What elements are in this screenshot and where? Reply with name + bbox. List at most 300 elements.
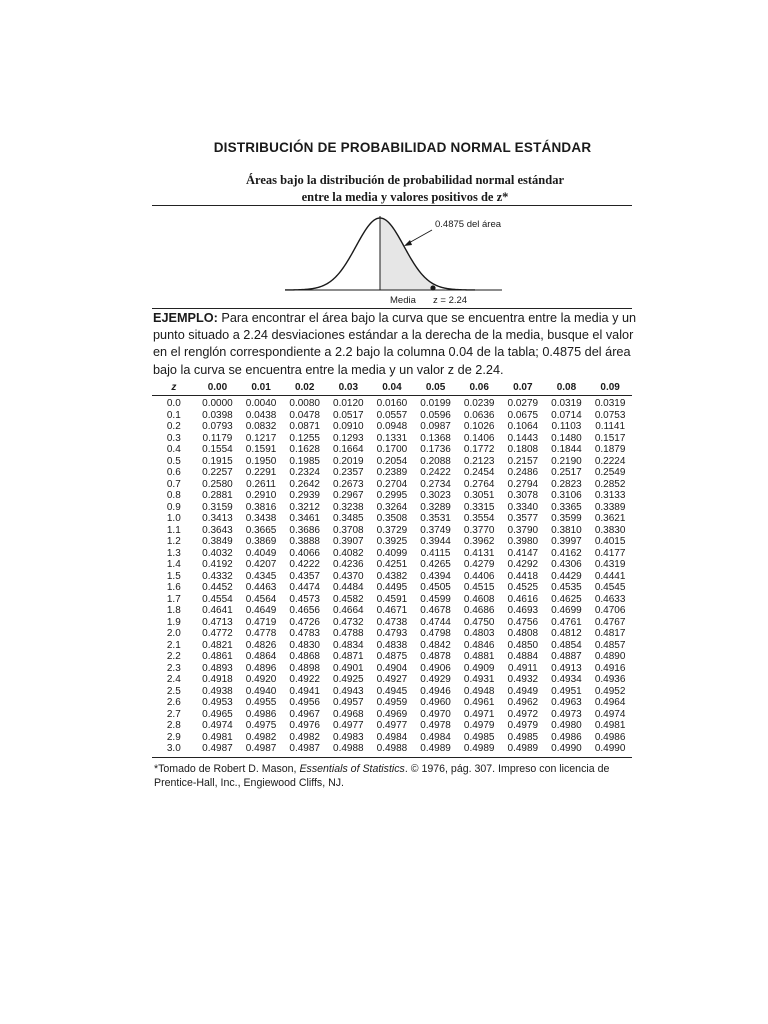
table-cell: 0.4826 <box>245 639 277 651</box>
table-cell: 0.4963 <box>551 697 582 708</box>
table-cell: 0.3238 <box>333 501 364 513</box>
table-cell: 0.1026 <box>463 421 495 432</box>
table-cell: 0.4976 <box>289 720 320 731</box>
table-cell: 0.0557 <box>376 409 408 421</box>
table-cell: 0.4599 <box>420 593 451 605</box>
table-cell: 0.1443 <box>507 432 539 444</box>
table-cell: 0.3830 <box>594 524 626 536</box>
table-cell: 0.4834 <box>333 639 364 651</box>
z-value-cell: 0.6 <box>166 467 181 478</box>
table-cell: 0.2486 <box>507 467 539 478</box>
table-cell: 0.4783 <box>289 628 320 639</box>
z-value-cell: 2.8 <box>166 720 181 731</box>
table-cell: 0.2881 <box>202 490 233 501</box>
table-cell: 0.4946 <box>420 685 451 697</box>
table-cell: 0.4982 <box>289 731 320 743</box>
table-cell: 0.3599 <box>551 513 582 524</box>
table-cell: 0.2257 <box>202 467 233 478</box>
z-value-cell: 1.8 <box>166 605 181 616</box>
column-header: 0.01 <box>239 380 283 396</box>
table-cell: 0.4032 <box>202 547 233 559</box>
table-cell: 0.1950 <box>245 455 277 467</box>
table-cell: 0.2823 <box>551 478 582 490</box>
table-cell: 0.4979 <box>507 720 539 731</box>
table-cell: 0.4265 <box>420 559 451 570</box>
table-cell: 0.4854 <box>551 639 582 651</box>
table-cell: 0.1664 <box>333 444 364 455</box>
table-row <box>152 548 632 560</box>
table-cell: 0.4671 <box>376 605 408 616</box>
table-row <box>152 720 632 732</box>
z-value-cell: 0.5 <box>166 455 181 467</box>
table-cell: 0.4821 <box>202 639 233 651</box>
column-header: 0.07 <box>501 380 545 396</box>
table-cell: 0.4864 <box>245 651 277 662</box>
table-cell: 0.4986 <box>551 731 582 743</box>
table-cell: 0.4177 <box>594 547 626 559</box>
table-cell: 0.0753 <box>594 409 626 421</box>
table-cell: 0.2454 <box>463 467 495 478</box>
z-value-cell: 0.3 <box>166 432 181 444</box>
table-cell: 0.4131 <box>463 547 495 559</box>
table-cell: 0.4981 <box>594 720 626 731</box>
table-cell: 0.4940 <box>245 685 277 697</box>
table-cell: 0.4967 <box>289 708 320 720</box>
table-cell: 0.4938 <box>202 685 233 697</box>
table-cell: 0.4962 <box>507 697 539 708</box>
table-cell: 0.4515 <box>463 582 495 593</box>
table-cell: 0.4015 <box>594 536 626 547</box>
subtitle-line-1: Áreas bajo la distribución de probabilidad normal estándar <box>246 173 564 187</box>
table-row <box>152 559 632 571</box>
table-cell: 0.4115 <box>420 547 451 559</box>
table-cell: 0.2517 <box>551 467 582 478</box>
table-cell: 0.4554 <box>202 593 233 605</box>
table-cell: 0.4957 <box>333 697 364 708</box>
column-header: 0.08 <box>545 380 589 396</box>
table-cell: 0.3106 <box>551 490 582 501</box>
table-cell: 0.2673 <box>333 478 364 490</box>
table-row <box>152 651 632 663</box>
area-label: 0.4875 del área <box>435 219 502 230</box>
table-row <box>152 628 632 640</box>
table-cell: 0.4525 <box>507 582 539 593</box>
table-cell: 0.4893 <box>202 662 233 674</box>
subtitle-line-2: entre la media y valores positivos de z* <box>301 190 509 204</box>
table-cell: 0.4582 <box>333 593 364 605</box>
table-cell: 0.4972 <box>507 708 539 720</box>
table-cell: 0.4871 <box>333 651 364 662</box>
table-cell: 0.4222 <box>289 559 320 570</box>
z-value-cell: 3.0 <box>152 743 196 757</box>
table-cell: 0.2324 <box>289 467 320 478</box>
table-cell: 0.4987 <box>283 743 327 757</box>
table-cell: 0.4985 <box>507 731 539 743</box>
column-header: 0.09 <box>588 380 632 396</box>
table-cell: 0.4970 <box>420 708 451 720</box>
table-cell: 0.3925 <box>376 536 408 547</box>
table-cell: 0.1808 <box>507 444 539 455</box>
table-cell: 0.4370 <box>333 570 364 582</box>
table-cell: 0.4591 <box>376 593 408 605</box>
table-cell: 0.1368 <box>420 432 451 444</box>
z-value-cell: 1.3 <box>166 547 181 559</box>
table-cell: 0.4699 <box>551 605 582 616</box>
table-cell: 0.4798 <box>420 628 451 639</box>
table-cell: 0.0987 <box>420 421 451 432</box>
table-cell: 0.3749 <box>420 524 451 536</box>
table-cell: 0.4761 <box>551 616 582 628</box>
table-cell: 0.4990 <box>545 743 589 757</box>
z-value-cell: 0.1 <box>166 409 181 421</box>
table-cell: 0.4474 <box>289 582 320 593</box>
table-cell: 0.3621 <box>594 513 626 524</box>
table-cell: 0.4901 <box>333 662 364 674</box>
table-cell: 0.2357 <box>333 467 364 478</box>
table-cell: 0.4382 <box>376 570 408 582</box>
table-cell: 0.3790 <box>507 524 539 536</box>
table-row <box>152 410 632 422</box>
table-cell: 0.3980 <box>507 536 539 547</box>
table-cell: 0.4808 <box>507 628 539 639</box>
table-cell: 0.0596 <box>420 409 451 421</box>
table-cell: 0.4969 <box>376 708 408 720</box>
table-cell: 0.0948 <box>376 421 408 432</box>
table-cell: 0.4767 <box>594 616 626 628</box>
table-cell: 0.3944 <box>420 536 451 547</box>
table-cell: 0.4207 <box>245 559 277 570</box>
table-cell: 0.1915 <box>202 455 233 467</box>
table-cell: 0.4934 <box>551 674 582 685</box>
table-cell: 0.3816 <box>245 501 277 513</box>
column-header-z: z <box>152 380 196 396</box>
table-cell: 0.3665 <box>245 524 277 536</box>
table-cell: 0.2704 <box>376 478 408 490</box>
table-cell: 0.3686 <box>289 524 320 536</box>
table-cell: 0.4082 <box>333 547 364 559</box>
table-cell: 0.0279 <box>507 398 539 409</box>
table-cell: 0.4429 <box>551 570 582 582</box>
table-cell: 0.4913 <box>551 662 582 674</box>
z-value-cell: 0.0 <box>166 398 181 409</box>
table-cell: 0.4803 <box>463 628 495 639</box>
table-cell: 0.3907 <box>333 536 364 547</box>
z-value-cell: 1.5 <box>166 570 181 582</box>
table-cell: 0.4838 <box>376 639 408 651</box>
column-header: 0.02 <box>283 380 327 396</box>
table-cell: 0.3508 <box>376 513 408 524</box>
table-cell: 0.4099 <box>376 547 408 559</box>
table-cell: 0.4812 <box>551 628 582 639</box>
table-cell: 0.3389 <box>594 501 626 513</box>
table-cell: 0.4881 <box>463 651 495 662</box>
table-cell: 0.4756 <box>507 616 539 628</box>
table-subtitle <box>0 172 768 206</box>
table-cell: 0.4989 <box>414 743 458 757</box>
table-cell: 0.4788 <box>333 628 364 639</box>
z-value-cell: 1.9 <box>166 616 181 628</box>
table-cell: 0.2291 <box>245 467 277 478</box>
z-value-cell: 1.0 <box>166 513 181 524</box>
footnote-prefix: *Tomado de Robert D. Mason, <box>154 763 300 775</box>
z-value-cell: 0.4 <box>166 444 181 455</box>
table-cell: 0.3438 <box>245 513 277 524</box>
table-cell: 0.3770 <box>463 524 495 536</box>
table-cell: 0.1591 <box>245 444 277 455</box>
z-value-cell: 1.1 <box>166 524 181 536</box>
table-cell: 0.1554 <box>202 444 233 455</box>
table-row <box>152 396 632 410</box>
table-cell: 0.1700 <box>376 444 408 455</box>
z-value-cell: 0.2 <box>166 421 181 432</box>
table-cell: 0.4985 <box>463 731 495 743</box>
table-cell: 0.4984 <box>376 731 408 743</box>
table-cell: 0.0120 <box>333 398 364 409</box>
table-cell: 0.0438 <box>245 409 277 421</box>
table-cell: 0.4306 <box>551 559 582 570</box>
table-cell: 0.4357 <box>289 570 320 582</box>
table-cell: 0.4452 <box>202 582 233 593</box>
table-cell: 0.0871 <box>289 421 320 432</box>
table-cell: 0.2910 <box>245 490 277 501</box>
table-cell: 0.0832 <box>245 421 277 432</box>
table-cell: 0.4236 <box>333 559 364 570</box>
table-cell: 0.2422 <box>420 467 451 478</box>
table-cell: 0.2734 <box>420 478 451 490</box>
table-row <box>152 582 632 594</box>
table-cell: 0.4484 <box>333 582 364 593</box>
column-header: 0.06 <box>457 380 501 396</box>
table-cell: 0.4726 <box>289 616 320 628</box>
table-cell: 0.3962 <box>463 536 495 547</box>
table-cell: 0.4973 <box>551 708 582 720</box>
table-cell: 0.2054 <box>376 455 408 467</box>
table-cell: 0.4979 <box>463 720 495 731</box>
table-cell: 0.1480 <box>551 432 582 444</box>
page-title: DISTRIBUCIÓN DE PROBABILIDAD NORMAL ESTÁNDAR <box>213 140 592 155</box>
table-cell: 0.4793 <box>376 628 408 639</box>
table-cell: 0.1772 <box>463 444 495 455</box>
table-cell: 0.4706 <box>594 605 626 616</box>
table-cell: 0.0160 <box>376 398 408 409</box>
table-cell: 0.4884 <box>507 651 539 662</box>
table-cell: 0.4279 <box>463 559 495 570</box>
table-cell: 0.1331 <box>376 432 408 444</box>
table-cell: 0.4564 <box>245 593 277 605</box>
table-row <box>152 674 632 686</box>
table-cell: 0.2019 <box>333 455 364 467</box>
table-cell: 0.3997 <box>551 536 582 547</box>
table-cell: 0.4664 <box>333 605 364 616</box>
table-cell: 0.4846 <box>463 639 495 651</box>
table-cell: 0.0398 <box>202 409 233 421</box>
table-cell: 0.4982 <box>245 731 277 743</box>
table-cell: 0.0793 <box>202 421 233 432</box>
table-cell: 0.3485 <box>333 513 364 524</box>
z-value-cell: 2.0 <box>166 628 181 639</box>
table-cell: 0.0000 <box>202 398 233 409</box>
table-cell: 0.4573 <box>289 593 320 605</box>
table-cell: 0.4925 <box>333 674 364 685</box>
z-value-cell: 1.4 <box>166 559 181 570</box>
table-row <box>152 686 632 698</box>
footnote-suffix: . © 1976, pág. 307. Impreso con licencia de Prentice-Hall, Inc., Engiewood Cliffs, NJ. <box>154 763 610 789</box>
table-cell: 0.2224 <box>594 455 626 467</box>
table-cell: 0.4981 <box>202 731 233 743</box>
table-cell: 0.3461 <box>289 513 320 524</box>
table-cell: 0.1879 <box>594 444 626 455</box>
table-cell: 0.4920 <box>245 674 277 685</box>
table-cell: 0.1628 <box>289 444 320 455</box>
table-cell: 0.2123 <box>463 455 495 467</box>
z-point-marker <box>430 285 435 290</box>
table-cell: 0.4750 <box>463 616 495 628</box>
table-cell: 0.0636 <box>463 409 495 421</box>
table-cell: 0.4887 <box>551 651 582 662</box>
table-cell: 0.4778 <box>245 628 277 639</box>
table-row <box>152 640 632 652</box>
table-cell: 0.4875 <box>376 651 408 662</box>
z-value-cell: 0.7 <box>166 478 181 490</box>
table-cell: 0.4945 <box>376 685 408 697</box>
table-row <box>152 456 632 468</box>
table-cell: 0.0319 <box>594 398 626 409</box>
table-cell: 0.4744 <box>420 616 451 628</box>
table-cell: 0.4941 <box>289 685 320 697</box>
table-cell: 0.4418 <box>507 570 539 582</box>
table-cell: 0.4977 <box>333 720 364 731</box>
table-cell: 0.4987 <box>239 743 283 757</box>
table-cell: 0.4406 <box>463 570 495 582</box>
table-cell: 0.4916 <box>594 662 626 674</box>
table-header-row <box>152 380 632 396</box>
table-cell: 0.4162 <box>551 547 582 559</box>
table-cell: 0.4049 <box>245 547 277 559</box>
table-row <box>152 605 632 617</box>
table-cell: 0.0319 <box>551 398 582 409</box>
footnote <box>154 762 640 790</box>
table-cell: 0.4971 <box>463 708 495 720</box>
table-cell: 0.3264 <box>376 501 408 513</box>
area-pointer-arrowhead <box>404 240 412 246</box>
column-header: 0.03 <box>327 380 371 396</box>
table-cell: 0.4495 <box>376 582 408 593</box>
table-cell: 0.3729 <box>376 524 408 536</box>
table-cell: 0.4931 <box>463 674 495 685</box>
table-cell: 0.4978 <box>420 720 451 731</box>
table-cell: 0.3888 <box>289 536 320 547</box>
table-cell: 0.1406 <box>463 432 495 444</box>
table-cell: 0.4772 <box>202 628 233 639</box>
table-cell: 0.3577 <box>507 513 539 524</box>
table-cell: 0.4988 <box>327 743 371 757</box>
table-cell: 0.2642 <box>289 478 320 490</box>
table-cell: 0.4656 <box>289 605 320 616</box>
table-cell: 0.4961 <box>463 697 495 708</box>
table-cell: 0.4713 <box>202 616 233 628</box>
z-value-cell: 2.2 <box>166 651 181 662</box>
table-cell: 0.4292 <box>507 559 539 570</box>
z-table <box>152 380 632 758</box>
table-cell: 0.4932 <box>507 674 539 685</box>
table-cell: 0.4948 <box>463 685 495 697</box>
table-cell: 0.3159 <box>202 501 233 513</box>
table-cell: 0.3810 <box>551 524 582 536</box>
table-cell: 0.0080 <box>289 398 320 409</box>
table-cell: 0.3869 <box>245 536 277 547</box>
table-cell: 0.4987 <box>196 743 240 757</box>
footnote-book-title: Essentials of Statistics <box>299 763 405 775</box>
table-cell: 0.3051 <box>463 490 495 501</box>
table-cell: 0.4956 <box>289 697 320 708</box>
table-cell: 0.2580 <box>202 478 233 490</box>
z-value-cell: 0.8 <box>166 490 181 501</box>
z-value-cell: 2.5 <box>166 685 181 697</box>
table-cell: 0.3340 <box>507 501 539 513</box>
table-cell: 0.4868 <box>289 651 320 662</box>
table-cell: 0.0040 <box>245 398 277 409</box>
table-cell: 0.4974 <box>594 708 626 720</box>
table-cell: 0.4732 <box>333 616 364 628</box>
table-row <box>152 421 632 433</box>
table-cell: 0.1179 <box>202 432 233 444</box>
z-value-cell: 2.4 <box>166 674 181 685</box>
table-cell: 0.1985 <box>289 455 320 467</box>
table-row <box>152 536 632 548</box>
table-cell: 0.4989 <box>457 743 501 757</box>
table-cell: 0.4955 <box>245 697 277 708</box>
table-row <box>152 594 632 606</box>
table-row <box>152 479 632 491</box>
table-cell: 0.1141 <box>595 421 626 432</box>
table-cell: 0.4922 <box>289 674 320 685</box>
table-cell: 0.2852 <box>594 478 626 490</box>
table-cell: 0.4983 <box>333 731 364 743</box>
table-cell: 0.2764 <box>463 478 495 490</box>
table-cell: 0.4911 <box>507 662 538 674</box>
table-cell: 0.2995 <box>376 490 408 501</box>
table-cell: 0.3078 <box>507 490 539 501</box>
table-cell: 0.4898 <box>289 662 320 674</box>
table-cell: 0.4980 <box>551 720 582 731</box>
z-value-cell: 2.9 <box>166 731 181 743</box>
table-cell: 0.2967 <box>333 490 364 501</box>
table-cell: 0.3133 <box>594 490 626 501</box>
table-row <box>152 444 632 456</box>
table-row <box>152 663 632 675</box>
table-cell: 0.2549 <box>594 467 626 478</box>
z-label: z = 2.24 <box>433 295 468 306</box>
table-cell: 0.4066 <box>289 547 320 559</box>
table-cell: 0.2190 <box>551 455 582 467</box>
table-cell: 0.4878 <box>420 651 451 662</box>
table-cell: 0.1517 <box>594 432 626 444</box>
example-label: EJEMPLO: <box>153 311 218 325</box>
table-cell: 0.3554 <box>463 513 495 524</box>
table-cell: 0.4861 <box>202 651 233 662</box>
table-cell: 0.4441 <box>594 570 626 582</box>
z-value-cell: 0.9 <box>166 501 181 513</box>
table-row <box>152 433 632 445</box>
table-cell: 0.4394 <box>420 570 451 582</box>
z-value-cell: 2.6 <box>166 697 181 708</box>
table-cell: 0.3413 <box>202 513 233 524</box>
table-row <box>152 525 632 537</box>
table-cell: 0.1217 <box>245 432 277 444</box>
table-cell: 0.4608 <box>463 593 495 605</box>
table-row <box>152 617 632 629</box>
table-cell: 0.4936 <box>594 674 626 685</box>
